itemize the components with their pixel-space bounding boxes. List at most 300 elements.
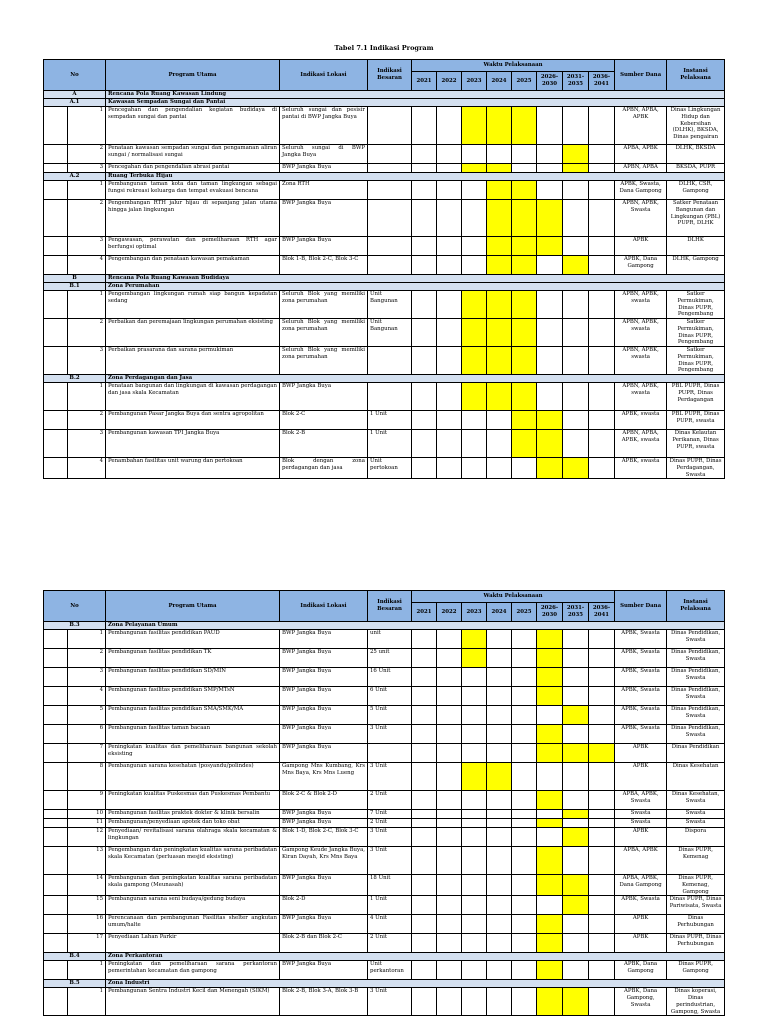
- schedule-cell-2024: [487, 181, 512, 200]
- besaran-text: 1 Unit: [368, 896, 412, 915]
- row-spacer: [44, 291, 68, 319]
- program-text: Perbaikan dan peremajaan lingkungan perumahan eksisting: [106, 319, 280, 347]
- schedule-cell-2026-2030: [537, 319, 563, 347]
- schedule-cell-2024: [487, 383, 512, 411]
- program-text: Pembangunan sarana seni budaya/gedung budaya: [106, 896, 280, 915]
- section-code: B.5: [44, 980, 106, 988]
- schedule-cell-2023: [462, 915, 487, 934]
- schedule-cell-2021: [412, 988, 437, 1016]
- besaran-text: 3 Unit: [368, 828, 412, 847]
- schedule-cell-2021: [412, 383, 437, 411]
- schedule-cell-2023: [462, 458, 487, 479]
- schedule-cell-2036-2041: [589, 237, 615, 256]
- sumber-dana: APBK, Swasta: [615, 687, 667, 706]
- schedule-cell-2024: [487, 744, 512, 763]
- sumber-dana: APBA, APBK: [615, 145, 667, 164]
- program-row: [44, 896, 725, 915]
- row-spacer: [44, 668, 68, 687]
- program-row: [44, 687, 725, 706]
- lokasi-text: BWP Jangka Buya: [280, 237, 368, 256]
- program-text: Perencanaan dan pembangunan Fasilitas shelter angkutan umum/halte: [106, 915, 280, 934]
- row-spacer: [44, 744, 68, 763]
- schedule-cell-2021: [412, 237, 437, 256]
- row-spacer: [44, 725, 68, 744]
- schedule-cell-2031-2035: [563, 107, 589, 145]
- row-spacer: [44, 687, 68, 706]
- schedule-cell-2026-2030: [537, 810, 563, 819]
- header-instansi: Instansi Pelaksana: [667, 60, 725, 91]
- schedule-cell-2025: [512, 763, 537, 791]
- program-row: [44, 200, 725, 237]
- schedule-cell-2031-2035: [563, 383, 589, 411]
- row-spacer: [44, 828, 68, 847]
- program-row: [44, 630, 725, 649]
- schedule-cell-2023: [462, 763, 487, 791]
- schedule-cell-2023: [462, 237, 487, 256]
- schedule-cell-2036-2041: [589, 934, 615, 953]
- sumber-dana: APBK, Swasta: [615, 668, 667, 687]
- lokasi-text: Gampong Mns Kumbang, Krs Mns Baya, Krs Mns Lueng: [280, 763, 368, 791]
- header-year: 2022: [437, 72, 462, 91]
- schedule-cell-2031-2035: [563, 961, 589, 980]
- schedule-cell-2025: [512, 744, 537, 763]
- schedule-cell-2024: [487, 763, 512, 791]
- program-text: Pembangunan dan peningkatan kualitas sarana peribadatan skala gampong (Meunasah): [106, 875, 280, 896]
- section-row: [44, 99, 725, 107]
- program-row: [44, 763, 725, 791]
- schedule-cell-2022: [437, 725, 462, 744]
- schedule-cell-2036-2041: [589, 819, 615, 828]
- schedule-cell-2036-2041: [589, 706, 615, 725]
- schedule-cell-2025: [512, 819, 537, 828]
- schedule-cell-2026-2030: [537, 458, 563, 479]
- schedule-cell-2031-2035: [563, 687, 589, 706]
- lokasi-text: Blok 2-C: [280, 411, 368, 430]
- sumber-dana: APBK, Dana Gampong, Swasta: [615, 988, 667, 1016]
- instansi-pelaksana: Dinas Pendidikan, Swasta: [667, 725, 725, 744]
- schedule-cell-2022: [437, 256, 462, 275]
- program-text: Peningkatan kualitas Puskesmas dan Puskesmas Pembantu: [106, 791, 280, 810]
- schedule-cell-2026-2030: [537, 107, 563, 145]
- section-code: A: [44, 91, 106, 99]
- schedule-cell-2025: [512, 847, 537, 875]
- schedule-cell-2026-2030: [537, 896, 563, 915]
- row-spacer: [44, 791, 68, 810]
- schedule-cell-2036-2041: [589, 875, 615, 896]
- section-title: Zona Industri: [106, 980, 725, 988]
- schedule-cell-2026-2030: [537, 847, 563, 875]
- lokasi-text: Blok 2-B, Blok 3-A, Blok 3-B: [280, 988, 368, 1016]
- program-text: Pencegahan dan pengendalian abrasi pantai: [106, 164, 280, 173]
- lokasi-text: BWP Jangka Buya: [280, 164, 368, 173]
- besaran-text: 3 Unit: [368, 847, 412, 875]
- schedule-cell-2024: [487, 237, 512, 256]
- lokasi-text: BWP Jangka Buya: [280, 649, 368, 668]
- header-year: 2024: [487, 603, 512, 622]
- schedule-cell-2026-2030: [537, 383, 563, 411]
- schedule-cell-2021: [412, 961, 437, 980]
- program-text: Pembangunan fasilitas pendidikan TK: [106, 649, 280, 668]
- schedule-cell-2024: [487, 819, 512, 828]
- program-row: [44, 847, 725, 875]
- header-year: 2024: [487, 72, 512, 91]
- schedule-cell-2036-2041: [589, 896, 615, 915]
- schedule-cell-2021: [412, 706, 437, 725]
- instansi-pelaksana: Dinas Kelautan Perikanan, Dinas PUPR, swasta: [667, 430, 725, 458]
- schedule-cell-2024: [487, 164, 512, 173]
- program-row: [44, 725, 725, 744]
- schedule-cell-2025: [512, 828, 537, 847]
- schedule-cell-2022: [437, 181, 462, 200]
- instansi-pelaksana: Dinas Pendidikan: [667, 744, 725, 763]
- program-row: [44, 319, 725, 347]
- instansi-pelaksana: Satker Permukiman, Dinas PUPR, Pengembang: [667, 319, 725, 347]
- header-year: 2031-2035: [563, 603, 589, 622]
- section-code: B.4: [44, 953, 106, 961]
- schedule-cell-2024: [487, 706, 512, 725]
- schedule-cell-2021: [412, 810, 437, 819]
- program-text: Pembangunan Sentra Industri Kecil dan Menengah (SIKM): [106, 988, 280, 1016]
- besaran-text: 4 Unit: [368, 915, 412, 934]
- instansi-pelaksana: Dinas PUPR, Kemenag: [667, 847, 725, 875]
- sumber-dana: APBK, swasta: [615, 411, 667, 430]
- header-year: 2031-2035: [563, 72, 589, 91]
- program-text: Pencegahan dan pengendalian kegiatan budidaya di sempadan sungai dan pantai: [106, 107, 280, 145]
- sumber-dana: APBK, Swasta: [615, 896, 667, 915]
- schedule-cell-2022: [437, 819, 462, 828]
- schedule-cell-2036-2041: [589, 411, 615, 430]
- schedule-cell-2023: [462, 706, 487, 725]
- sumber-dana: APBN, APBA, APBK, swasta: [615, 430, 667, 458]
- schedule-cell-2025: [512, 988, 537, 1016]
- schedule-cell-2021: [412, 744, 437, 763]
- lokasi-text: Blok 2-B dan Blok 2-C: [280, 934, 368, 953]
- instansi-pelaksana: DLHK: [667, 237, 725, 256]
- schedule-cell-2036-2041: [589, 668, 615, 687]
- lokasi-text: Seluruh Blok yang memiliki zona perumahan: [280, 347, 368, 375]
- schedule-cell-2031-2035: [563, 847, 589, 875]
- schedule-cell-2031-2035: [563, 458, 589, 479]
- program-row: [44, 347, 725, 375]
- schedule-cell-2031-2035: [563, 649, 589, 668]
- schedule-cell-2036-2041: [589, 430, 615, 458]
- instansi-pelaksana: DLHK, BKSDA: [667, 145, 725, 164]
- row-number: 1: [68, 383, 106, 411]
- schedule-cell-2026-2030: [537, 988, 563, 1016]
- schedule-cell-2026-2030: [537, 791, 563, 810]
- schedule-cell-2025: [512, 164, 537, 173]
- schedule-cell-2023: [462, 828, 487, 847]
- schedule-cell-2024: [487, 934, 512, 953]
- row-number: 15: [68, 896, 106, 915]
- lokasi-text: BWP Jangka Buya: [280, 961, 368, 980]
- instansi-pelaksana: Dinas Kesehatan, Swasta: [667, 791, 725, 810]
- schedule-cell-2025: [512, 875, 537, 896]
- sumber-dana: APBK: [615, 744, 667, 763]
- schedule-cell-2025: [512, 411, 537, 430]
- lokasi-text: BWP Jangka Buya: [280, 725, 368, 744]
- sumber-dana: APBK: [615, 915, 667, 934]
- lokasi-text: BWP Jangka Buya: [280, 810, 368, 819]
- schedule-cell-2026-2030: [537, 649, 563, 668]
- schedule-cell-2036-2041: [589, 687, 615, 706]
- schedule-cell-2026-2030: [537, 687, 563, 706]
- schedule-cell-2026-2030: [537, 961, 563, 980]
- header-instansi: Instansi Pelaksana: [667, 591, 725, 622]
- schedule-cell-2031-2035: [563, 810, 589, 819]
- row-number: 1: [68, 291, 106, 319]
- instansi-pelaksana: Dinas Pendidikan, Swasta: [667, 649, 725, 668]
- besaran-text: 6 Unit: [368, 687, 412, 706]
- lokasi-text: Zona RTH: [280, 181, 368, 200]
- schedule-cell-2031-2035: [563, 668, 589, 687]
- schedule-cell-2021: [412, 347, 437, 375]
- section-title: Rencana Pola Ruang Kawasan Lindung: [106, 91, 725, 99]
- lokasi-text: Blok 1-B, Blok 2-C, Blok 3-C: [280, 256, 368, 275]
- program-row: [44, 706, 725, 725]
- schedule-cell-2022: [437, 291, 462, 319]
- program-text: Pembangunan fasilitas pendidikan SMA/SMK/MA: [106, 706, 280, 725]
- schedule-cell-2036-2041: [589, 961, 615, 980]
- row-number: 2: [68, 319, 106, 347]
- besaran-text: 2 Unit: [368, 819, 412, 828]
- schedule-cell-2021: [412, 630, 437, 649]
- schedule-cell-2023: [462, 725, 487, 744]
- row-number: 1: [68, 961, 106, 980]
- schedule-cell-2022: [437, 763, 462, 791]
- instansi-pelaksana: Dinas Pendidikan, Swasta: [667, 668, 725, 687]
- row-number: 3: [68, 668, 106, 687]
- schedule-cell-2025: [512, 791, 537, 810]
- schedule-cell-2021: [412, 763, 437, 791]
- schedule-cell-2036-2041: [589, 988, 615, 1016]
- sumber-dana: APBK: [615, 934, 667, 953]
- row-number: 1: [68, 107, 106, 145]
- schedule-cell-2021: [412, 291, 437, 319]
- schedule-cell-2022: [437, 383, 462, 411]
- program-text: Penataan kawasan sempadan sungai dan pengamanan aliran sungai / normalisasi sungai: [106, 145, 280, 164]
- schedule-cell-2022: [437, 744, 462, 763]
- row-spacer: [44, 810, 68, 819]
- besaran-text: 5 Unit: [368, 706, 412, 725]
- schedule-cell-2022: [437, 828, 462, 847]
- header-row: [44, 60, 725, 72]
- schedule-cell-2025: [512, 934, 537, 953]
- schedule-cell-2022: [437, 107, 462, 145]
- lokasi-text: Blok 2-D: [280, 896, 368, 915]
- row-number: 10: [68, 810, 106, 819]
- schedule-cell-2023: [462, 934, 487, 953]
- row-number: 1: [68, 181, 106, 200]
- row-spacer: [44, 630, 68, 649]
- schedule-cell-2024: [487, 961, 512, 980]
- program-row: [44, 828, 725, 847]
- schedule-cell-2026-2030: [537, 915, 563, 934]
- schedule-cell-2024: [487, 687, 512, 706]
- lokasi-text: Gampong Keude Jangka Buya, Kiran Dayah, Krs Mns Baya: [280, 847, 368, 875]
- instansi-pelaksana: Satker Penataan Bangunan dan Lingkungan (PBL) PUPR, DLHK: [667, 200, 725, 237]
- schedule-cell-2026-2030: [537, 725, 563, 744]
- header-year: 2025: [512, 72, 537, 91]
- section-code: A.2: [44, 173, 106, 181]
- header-program: Program Utama: [106, 60, 280, 91]
- program-row: [44, 383, 725, 411]
- row-number: 1: [68, 988, 106, 1016]
- instansi-pelaksana: Dinas Pendidikan, Swasta: [667, 687, 725, 706]
- section-title: Zona Perumahan: [106, 283, 725, 291]
- header-no: No: [44, 60, 106, 91]
- schedule-cell-2036-2041: [589, 347, 615, 375]
- row-number: 11: [68, 819, 106, 828]
- header-besaran: Indikasi Besaran: [368, 60, 412, 91]
- program-text: Pengawasan, perawatan dan pemeliharaan RTH agar berfungsi optimal: [106, 237, 280, 256]
- instansi-pelaksana: Dinas Pendidikan, Swasta: [667, 706, 725, 725]
- schedule-cell-2023: [462, 744, 487, 763]
- schedule-cell-2023: [462, 200, 487, 237]
- lokasi-text: BWP Jangka Buya: [280, 200, 368, 237]
- schedule-cell-2024: [487, 847, 512, 875]
- schedule-cell-2021: [412, 200, 437, 237]
- schedule-cell-2031-2035: [563, 256, 589, 275]
- schedule-cell-2036-2041: [589, 291, 615, 319]
- instansi-pelaksana: PBL PUPR, Dinas PUPR, swasta: [667, 411, 725, 430]
- schedule-cell-2031-2035: [563, 237, 589, 256]
- section-code: B: [44, 275, 106, 283]
- schedule-cell-2021: [412, 164, 437, 173]
- schedule-cell-2023: [462, 383, 487, 411]
- schedule-cell-2026-2030: [537, 934, 563, 953]
- instansi-pelaksana: PBL PUPR, Dinas PUPR, Dinas Perdagangan: [667, 383, 725, 411]
- program-text: Pembangunan fasilitas taman bacaan: [106, 725, 280, 744]
- program-text: Penyediaan/ revitalisasi sarana olahraga skala kecamatan & lingkungan: [106, 828, 280, 847]
- header-besaran: Indikasi Besaran: [368, 591, 412, 622]
- lokasi-text: BWP Jangka Buya: [280, 744, 368, 763]
- program-row: [44, 819, 725, 828]
- besaran-text: 1 Unit: [368, 430, 412, 458]
- schedule-cell-2022: [437, 319, 462, 347]
- schedule-cell-2021: [412, 934, 437, 953]
- schedule-cell-2031-2035: [563, 706, 589, 725]
- section-row: [44, 275, 725, 283]
- program-row: [44, 181, 725, 200]
- schedule-cell-2036-2041: [589, 200, 615, 237]
- schedule-cell-2024: [487, 649, 512, 668]
- row-spacer: [44, 915, 68, 934]
- header-lokasi: Indikasi Lokasi: [280, 60, 368, 91]
- row-spacer: [44, 107, 68, 145]
- schedule-cell-2036-2041: [589, 763, 615, 791]
- row-number: 2: [68, 649, 106, 668]
- schedule-cell-2025: [512, 145, 537, 164]
- instansi-pelaksana: Dinas koperasi, Dinas perindustrian, Gampong, Swasta: [667, 988, 725, 1016]
- row-spacer: [44, 875, 68, 896]
- section-title: Zona Pelayanan Umum: [106, 622, 725, 630]
- instansi-pelaksana: Swasta: [667, 810, 725, 819]
- schedule-cell-2026-2030: [537, 256, 563, 275]
- instansi-pelaksana: DLHK, Gampong: [667, 256, 725, 275]
- schedule-cell-2025: [512, 107, 537, 145]
- row-spacer: [44, 200, 68, 237]
- sumber-dana: APBK, Swasta: [615, 649, 667, 668]
- row-number: 2: [68, 200, 106, 237]
- program-row: [44, 668, 725, 687]
- schedule-cell-2021: [412, 649, 437, 668]
- besaran-text: 18 Unit: [368, 875, 412, 896]
- section-code: A.1: [44, 99, 106, 107]
- schedule-cell-2026-2030: [537, 200, 563, 237]
- schedule-cell-2025: [512, 915, 537, 934]
- schedule-cell-2026-2030: [537, 744, 563, 763]
- program-row: [44, 875, 725, 896]
- schedule-cell-2022: [437, 430, 462, 458]
- schedule-cell-2022: [437, 961, 462, 980]
- schedule-cell-2023: [462, 668, 487, 687]
- schedule-cell-2024: [487, 725, 512, 744]
- sumber-dana: APBK: [615, 828, 667, 847]
- header-year: 2036-2041: [589, 603, 615, 622]
- schedule-cell-2022: [437, 145, 462, 164]
- section-title: Zona Perkantoran: [106, 953, 725, 961]
- sumber-dana: APBN, APBK, swasta: [615, 383, 667, 411]
- sumber-dana: APBK, Swasta: [615, 706, 667, 725]
- schedule-cell-2026-2030: [537, 181, 563, 200]
- program-row: [44, 791, 725, 810]
- indikasi-program-table-1: [43, 59, 725, 479]
- row-number: 5: [68, 706, 106, 725]
- besaran-text: 2 Unit: [368, 791, 412, 810]
- schedule-cell-2023: [462, 145, 487, 164]
- program-text: Pengembangan lingkungan rumah siap bangun kepadatan sedang: [106, 291, 280, 319]
- schedule-cell-2031-2035: [563, 875, 589, 896]
- row-number: 2: [68, 145, 106, 164]
- besaran-text: [368, 347, 412, 375]
- schedule-cell-2025: [512, 291, 537, 319]
- section-row: [44, 980, 725, 988]
- program-row: [44, 744, 725, 763]
- schedule-cell-2036-2041: [589, 181, 615, 200]
- row-spacer: [44, 347, 68, 375]
- section-row: [44, 283, 725, 291]
- schedule-cell-2026-2030: [537, 411, 563, 430]
- schedule-cell-2023: [462, 875, 487, 896]
- program-row: [44, 649, 725, 668]
- sumber-dana: APBN, APBA: [615, 164, 667, 173]
- instansi-pelaksana: Dinas Kesehatan: [667, 763, 725, 791]
- schedule-cell-2024: [487, 915, 512, 934]
- besaran-text: Unit pertokoan: [368, 458, 412, 479]
- program-text: Pembangunan fasilitas praktek dokter & klinik bersalin: [106, 810, 280, 819]
- program-row: [44, 145, 725, 164]
- row-spacer: [44, 819, 68, 828]
- row-number: 3: [68, 430, 106, 458]
- sumber-dana: APBN, APBK, swasta: [615, 291, 667, 319]
- besaran-text: 2 Unit: [368, 934, 412, 953]
- sumber-dana: APBK: [615, 763, 667, 791]
- schedule-cell-2021: [412, 687, 437, 706]
- row-spacer: [44, 458, 68, 479]
- schedule-cell-2025: [512, 706, 537, 725]
- row-spacer: [44, 961, 68, 980]
- schedule-cell-2023: [462, 256, 487, 275]
- schedule-cell-2036-2041: [589, 164, 615, 173]
- schedule-cell-2021: [412, 875, 437, 896]
- section-code: B.1: [44, 283, 106, 291]
- program-row: [44, 107, 725, 145]
- lokasi-text: Blok 2-B: [280, 430, 368, 458]
- schedule-cell-2023: [462, 961, 487, 980]
- schedule-cell-2022: [437, 458, 462, 479]
- schedule-cell-2024: [487, 458, 512, 479]
